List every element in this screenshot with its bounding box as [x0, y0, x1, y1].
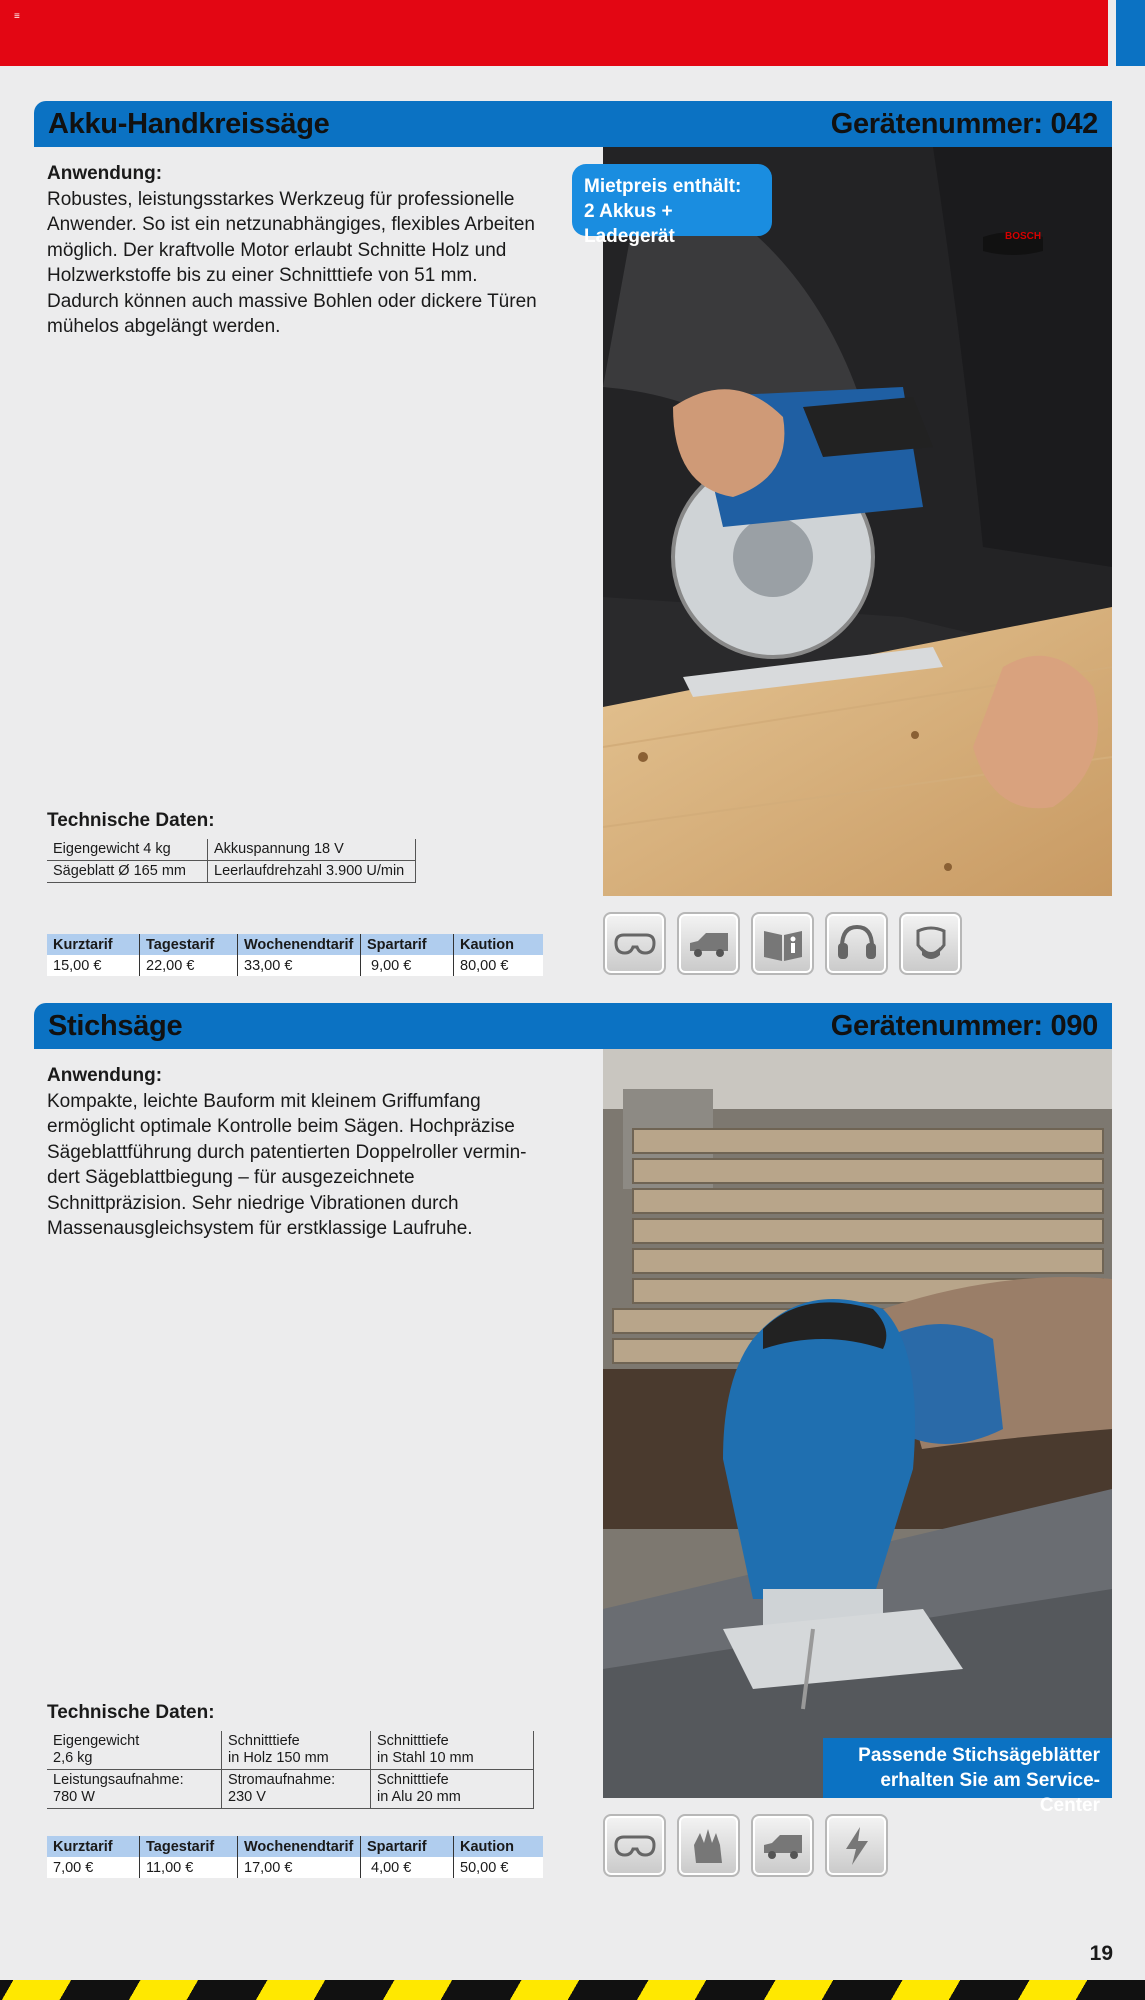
spec-value: 780 W [53, 1789, 95, 1805]
price-header: Kaution [454, 934, 544, 955]
device-number: Gerätenummer: 090 [830, 1009, 1098, 1042]
badge-line-2: 2 Akkus + Ladegerät [584, 201, 675, 247]
spec-cell [371, 1731, 534, 1770]
spec-table-2 [47, 1731, 534, 1809]
badge-line-1: Mietpreis enthält: [584, 176, 742, 197]
table-row [47, 1770, 534, 1809]
price-header: Tagestarif [140, 1836, 238, 1857]
spec-value: in Holz 150 mm [228, 1750, 329, 1766]
application-description: Robustes, leistungsstarkes Werkzeug für professionelle Anwender. So ist ein netzunabhängiges, flexibles Arbeiten möglich. Der kraftvolle Motor erlaubt Schnitte Holz und Holzwerkstoffe bis zu einer Schnitttiefe von 51 mm. Dadurch können auch massive Bohlen oder dickere Türen mühelos abgelängt werden. [47, 188, 537, 337]
spec-cell [222, 1770, 371, 1809]
safety-icons-2 [603, 1814, 888, 1877]
price-cell: 7,00 € [47, 1857, 140, 1878]
tech-data-label: Technische Daten: [47, 1702, 215, 1723]
svg-text:BOSCH: BOSCH [1005, 231, 1042, 242]
car-icon [751, 1814, 814, 1877]
blade-note-line-1: Passende Stichsägeblätter [858, 1745, 1100, 1766]
page-number: 19 [1089, 1942, 1113, 1965]
price-header: Wochenendtarif [238, 934, 361, 955]
price-header-row [47, 1836, 543, 1857]
spec-cell: Leerlaufdrehzahl 3.900 U/min [208, 861, 416, 883]
spec-value: 230 V [228, 1789, 266, 1805]
price-cell: 17,00 € [238, 1857, 361, 1878]
table-row [47, 1731, 534, 1770]
price-header: Kurztarif [47, 1836, 140, 1857]
rental-includes-badge [572, 164, 772, 247]
price-header: Kaution [454, 1836, 544, 1857]
product-photo-jigsaw [603, 1049, 1112, 1798]
price-cell: 33,00 € [238, 955, 361, 976]
spec-value: in Alu 20 mm [377, 1789, 461, 1805]
dust-mask-icon [899, 912, 962, 975]
spec-cell [222, 1731, 371, 1770]
blade-note-banner [823, 1738, 1112, 1816]
spec-cell: Sägeblatt Ø 165 mm [47, 861, 208, 883]
application-text-1 [47, 161, 547, 340]
spec-label: Schnitttiefe [377, 1733, 449, 1749]
application-description: Kompakte, leichte Bauform mit kleinem Griffumfang ermöglicht optimale Kontrolle beim Sägen. Hochpräzise Sägeblattführung durch patentierten Doppelroller vermin-dert Sägeblattbiegung – für ausgezeichnete Schnittpräzision. Sehr niedrige Vibrationen durch Massenausgleichsystem für erstklassige Laufruhe. [47, 1090, 527, 1239]
ear-protection-icon [825, 912, 888, 975]
device-number: Gerätenummer: 042 [830, 107, 1098, 140]
spec-value: 2,6 kg [53, 1750, 93, 1766]
price-header: Tagestarif [140, 934, 238, 955]
price-cell: 50,00 € [454, 1857, 544, 1878]
spec-label: Leistungsaufnahme: [53, 1772, 184, 1788]
price-cell: 80,00 € [454, 955, 544, 976]
price-table-1 [47, 934, 543, 976]
top-red-bar [0, 0, 1108, 66]
safety-glasses-icon [603, 1814, 666, 1877]
power-icon [825, 1814, 888, 1877]
menu-icon[interactable]: ≡ [14, 11, 20, 22]
manual-info-icon [751, 912, 814, 975]
price-header: Spartarif [361, 1836, 454, 1857]
price-header: Kurztarif [47, 934, 140, 955]
application-label: Anwendung: [47, 1065, 163, 1086]
spec-cell: Akkuspannung 18 V [208, 839, 416, 861]
price-cell: 9,00 € [361, 955, 454, 976]
price-row [47, 955, 543, 976]
product-header-2 [34, 1003, 1112, 1049]
price-header-row [47, 934, 543, 955]
spec-cell [47, 1731, 222, 1770]
spec-label: Schnitttiefe [377, 1772, 449, 1788]
price-row [47, 1857, 543, 1878]
work-gloves-icon [677, 1814, 740, 1877]
spec-label: Stromaufnahme: [228, 1772, 336, 1788]
safety-glasses-icon [603, 912, 666, 975]
product-photo-circular-saw [603, 147, 1112, 896]
application-text-2 [47, 1063, 557, 1242]
safety-icons-1 [603, 912, 962, 975]
price-header: Wochenendtarif [238, 1836, 361, 1857]
table-row [47, 839, 416, 861]
application-label: Anwendung: [47, 163, 163, 184]
footer-stripes [0, 1980, 1145, 2000]
spec-label: Eigengewicht [53, 1733, 140, 1749]
price-cell: 22,00 € [140, 955, 238, 976]
spec-label: Schnitttiefe [228, 1733, 300, 1749]
price-cell: 15,00 € [47, 955, 140, 976]
product-header-1 [34, 101, 1112, 147]
price-cell: 11,00 € [140, 1857, 238, 1878]
spec-value: in Stahl 10 mm [377, 1750, 474, 1766]
jigsaw-image [603, 1049, 1112, 1798]
spec-cell [47, 1770, 222, 1809]
top-blue-tab [1116, 0, 1145, 66]
price-cell: 4,00 € [361, 1857, 454, 1878]
spec-table-1 [47, 839, 416, 883]
product-title: Akku-Handkreissäge [48, 107, 330, 140]
blade-note-line-2: erhalten Sie am Service-Center [880, 1770, 1100, 1816]
price-table-2 [47, 1836, 543, 1878]
circular-saw-image [603, 147, 1112, 896]
spec-cell [371, 1770, 534, 1809]
spec-cell: Eigengewicht 4 kg [47, 839, 208, 861]
car-icon [677, 912, 740, 975]
price-header: Spartarif [361, 934, 454, 955]
product-title: Stichsäge [48, 1009, 183, 1042]
table-row [47, 861, 416, 883]
tech-data-label: Technische Daten: [47, 810, 215, 831]
